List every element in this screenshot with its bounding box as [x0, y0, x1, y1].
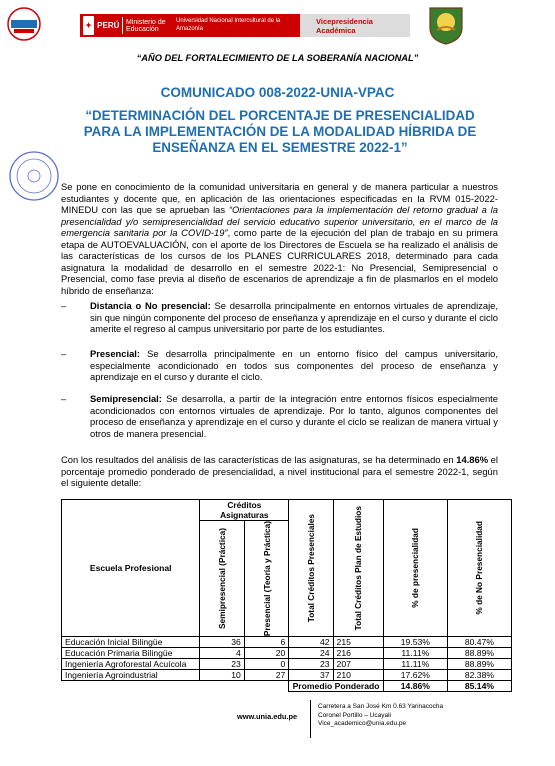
- cell-total-plan: 207: [333, 659, 383, 670]
- official-stamp-icon: [8, 150, 60, 202]
- cell-total-plan: 216: [333, 648, 383, 659]
- cell-school: Educación Primaria Bilingüe: [62, 648, 200, 659]
- cell-pres: 20: [244, 648, 288, 659]
- cell-pct-pres: 11.11%: [383, 659, 447, 670]
- cell-pct-pres: 17.62%: [383, 670, 447, 681]
- footer-pct-pres: 14.86%: [383, 681, 447, 692]
- cell-pct-pres: 11.11%: [383, 648, 447, 659]
- university-badge: Universidad Nacional Intercultural de la Amazonía: [172, 14, 300, 37]
- table-row: [62, 648, 512, 659]
- cell-semi: 10: [200, 670, 244, 681]
- cell-total-pres: 37: [289, 670, 333, 681]
- footer-divider: [310, 700, 311, 738]
- office-badge: Vicepresidencia Académica: [300, 14, 410, 37]
- cell-semi: 36: [200, 637, 244, 648]
- bullet-text: Se desarrolla, a partir de la integración entre entornos físicos especialmente acondicionados con entornos virtuales de aprendizaje. Por lo tanto, algunos componentes del proceso de enseñanza y aprendizaje en el curso y durante el ciclo se realizan de manera virtual y otros de manera presencial.: [90, 393, 498, 439]
- cell-pct-pres: 19.53%: [383, 637, 447, 648]
- table-row: [62, 637, 512, 648]
- cell-total-plan: 215: [333, 637, 383, 648]
- bullet-item: – Distancia o No presencial: Se desarrolla principalmente en entornos virtuales de aprendizaje, sin que ningún componente del proceso de enseñanza y aprendizaje en el curso y durante el ciclo amerite el regreso al campus universitario por parte de los estudiantes.: [61, 300, 498, 335]
- address-line: Coronel Portillo – Ucayali: [318, 711, 391, 719]
- footer-pct-nopres: 85.14%: [447, 681, 511, 692]
- bullet-term: Presencial:: [90, 348, 141, 359]
- cell-pres: 27: [244, 670, 288, 681]
- year-motto: “AÑO DEL FORTALECIMIENTO DE LA SOBERANÍA NACIONAL”: [136, 53, 419, 63]
- peru-shield-icon: ✦: [83, 16, 94, 35]
- cell-pres: 6: [244, 637, 288, 648]
- bullet-item: – Semipresencial: Se desarrolla, a partir de la integración entre entornos físicos especialmente acondicionados con entornos virtuales de aprendizaje. Por lo tanto, algunos componentes del proceso de enseñanza y aprendizaje en el curso y durante el ciclo se realizan de manera virtual y otros de manera presencial.: [61, 393, 498, 439]
- footer-address: [318, 703, 443, 729]
- cell-pct-nopres: 88.89%: [447, 648, 511, 659]
- header-pres: Presencial (Teoría y Práctica): [244, 521, 288, 637]
- bullet-item: – Presencial: Se desarrolla principalmente en un entorno físico del campus universitario, especialmente acondicionado en todos sus componentes del proceso de enseñanza y aprendizaje en el curso y durante el ciclo.: [61, 348, 498, 383]
- results-paragraph: [61, 454, 498, 489]
- header-total-plan: Total Créditos Plan de Estudios: [333, 500, 383, 637]
- address-line: Carretera a San José Km 0.63 Yarinacocha: [318, 703, 444, 710]
- bullet-term: Semipresencial:: [90, 393, 162, 404]
- peru-ministry-badge: [80, 14, 172, 37]
- bullet-text: Se desarrolla principalmente en entornos virtuales de aprendizaje, sin que ningún componente del proceso de enseñanza y aprendizaje en el curso y durante el ciclo amerite el regreso al campus universitario por parte de los estudiantes.: [90, 300, 498, 335]
- page-title: “DETERMINACIÓN DEL PORCENTAJE DE PRESENCIALIDAD PARA LA IMPLEMENTACIÓN DE LA MODALIDAD HÍBRIDA DE ENSEÑANZA EN EL SEMESTRE 2022-1”: [83, 108, 477, 155]
- intro-text-b: , como parte de la ejecución del plan de trabajo en su primera etapa de AUTOEVALUACIÓN, con el aporte de los Directores de Escuela se ha realizado el análisis de las características de los cursos de los PLANES CURRICULARES 2018, determinado para cada asignatura la modalidad de desarrollo en el semestre 2022-1: No Presencial, Semipresencial o Presencial, como fase previa al diseño de escenarios de aprendizaje a fin de plasmarlos en el modelo híbrido de enseñanza:: [61, 227, 498, 296]
- document-header: [0, 0, 555, 45]
- cell-total-pres: 23: [289, 659, 333, 670]
- cell-total-pres: 42: [289, 637, 333, 648]
- cell-semi: 4: [200, 648, 244, 659]
- header-pct-nopres: % de No Presencialidad: [447, 500, 511, 637]
- header-school: Escuela Profesional: [62, 500, 200, 637]
- cell-total-plan: 210: [333, 670, 383, 681]
- results-text-b: el porcentaje promedio ponderado de presencialidad, a nivel institucional para el semestre 2022-1, según el siguiente detalle:: [61, 454, 498, 488]
- results-text-a: Con los resultados del análisis de las características de las asignaturas, se ha determinado en: [61, 454, 457, 465]
- education-logo-icon: [7, 7, 41, 41]
- ministry-label: Ministerio de Educación: [126, 18, 166, 33]
- cell-school: Educación Inicial Bilingüe: [62, 637, 200, 648]
- bullet-text: Se desarrolla principalmente en un entorno físico del campus universitario, especialmente acondicionado en todos sus componentes del proceso de enseñanza y aprendizaje en el curso y durante el ciclo.: [90, 348, 498, 383]
- communique-number: COMUNICADO 008-2022-UNIA-VPAC: [160, 85, 395, 100]
- header-semi: Semipresencial (Práctica): [200, 521, 244, 637]
- cell-total-pres: 24: [289, 648, 333, 659]
- intro-text-a: Se pone en conocimiento de la comunidad universitaria en general y de manera particular a nuestros estudiantes y docente que, en aplicación de las orientaciones especificadas en la RVM 015-2022-MINEDU con las que se aprueban las: [61, 181, 498, 215]
- table-footer-row: [62, 681, 512, 692]
- presence-table: [61, 499, 512, 692]
- bullet-term: Distancia o No presencial:: [90, 300, 211, 311]
- university-seal-icon: [426, 4, 466, 46]
- cell-pres: 0: [244, 659, 288, 670]
- cell-school: Ingeniería Agroforestal Acuícola: [62, 659, 200, 670]
- cell-pct-nopres: 88.89%: [447, 659, 511, 670]
- header-credits-group: Créditos Asignaturas: [200, 500, 289, 521]
- table-row: [62, 670, 512, 681]
- header-total-pres: Total Créditos Presenciales: [289, 500, 333, 637]
- intro-paragraph: [61, 181, 498, 296]
- email-link[interactable]: Vice_academico@unia.edu.pe: [318, 720, 407, 728]
- cell-pct-nopres: 82.38%: [447, 670, 511, 681]
- intro-text-italic: “Orientaciones para la implementación del retorno gradual a la presencialidad y/o semipresencialidad del servicio educativo superior universitario, en el marco de la emergencia sanitaria por la COVID-19”: [61, 204, 498, 238]
- cell-pct-nopres: 80.47%: [447, 637, 511, 648]
- cell-semi: 23: [200, 659, 244, 670]
- results-percentage: 14.86%: [456, 454, 489, 465]
- website-link[interactable]: www.unia.edu.pe: [237, 712, 298, 721]
- peru-label: PERÚ: [97, 21, 120, 30]
- table-row: [62, 659, 512, 670]
- footer-label: Promedio Ponderado: [289, 681, 384, 692]
- header-pct-pres: % de presencialidad: [383, 500, 447, 637]
- cell-school: Ingeniería Agroindustrial: [62, 670, 200, 681]
